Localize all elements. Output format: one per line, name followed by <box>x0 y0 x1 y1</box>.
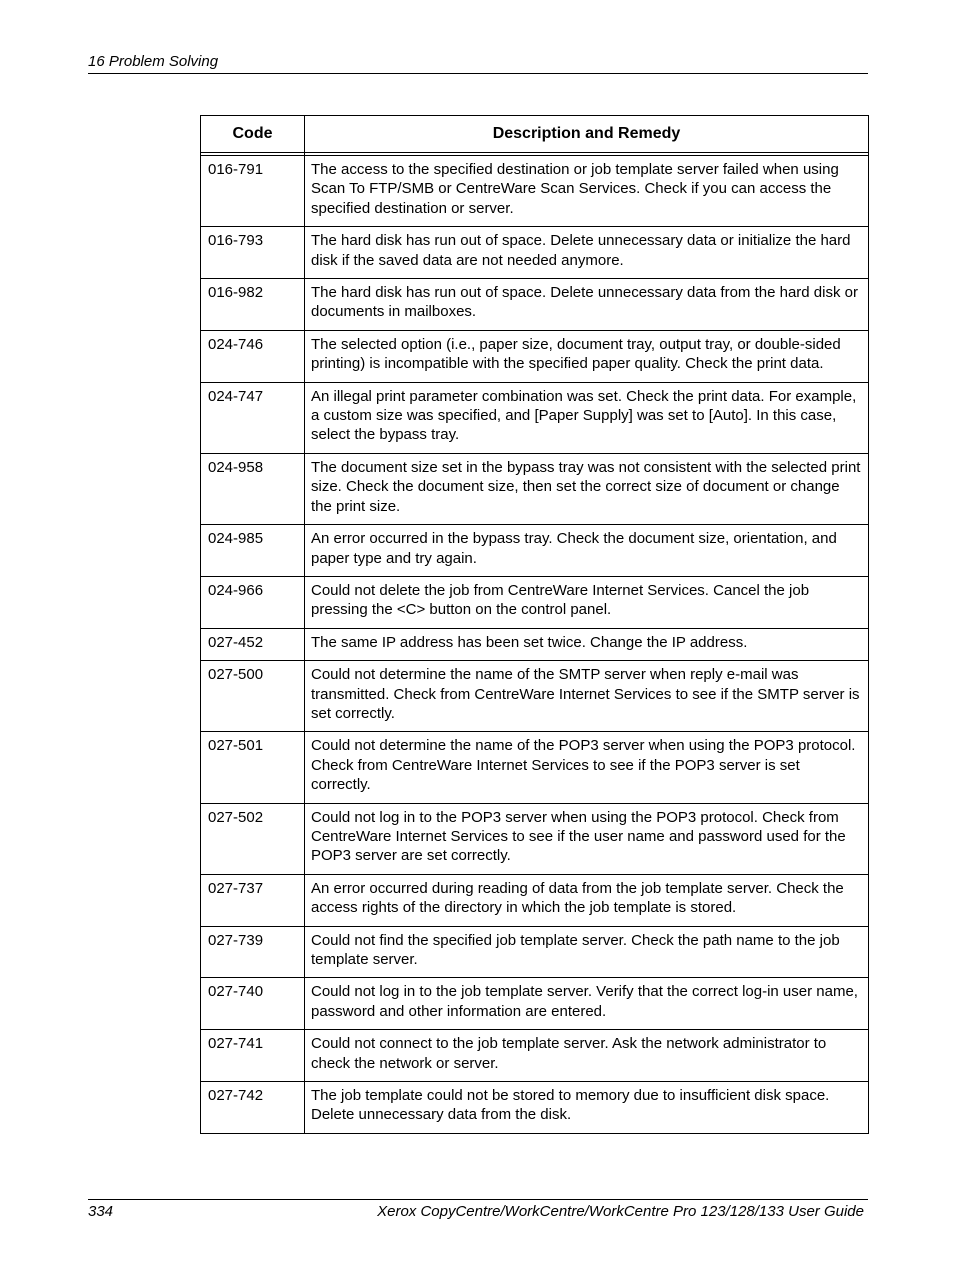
error-code-table <box>200 115 869 1134</box>
error-code: 027-742 <box>201 1082 305 1134</box>
page-footer <box>88 1199 868 1220</box>
table-row <box>201 227 869 279</box>
error-code: 016-982 <box>201 279 305 331</box>
table-row <box>201 330 869 382</box>
error-description: An error occurred during reading of data from the job template server. Check the access rights of the directory in which the job template is stored. <box>305 874 869 926</box>
error-description: An error occurred in the bypass tray. Check the document size, orientation, and paper type and try again. <box>305 525 869 577</box>
error-code: 024-746 <box>201 330 305 382</box>
table-row <box>201 1030 869 1082</box>
error-code: 027-739 <box>201 926 305 978</box>
error-description: The job template could not be stored to memory due to insufficient disk space. Delete unnecessary data from the disk. <box>305 1082 869 1134</box>
error-code: 027-740 <box>201 978 305 1030</box>
page-header <box>88 53 868 74</box>
table-row <box>201 382 869 453</box>
error-description: Could not determine the name of the POP3 server when using the POP3 protocol. Check from CentreWare Internet Services to see if the POP3 server is set correctly. <box>305 732 869 803</box>
table-row <box>201 628 869 660</box>
table-row <box>201 453 869 524</box>
page-number: 334 <box>88 1203 114 1220</box>
table-row <box>201 978 869 1030</box>
table-row <box>201 156 869 227</box>
error-code: 024-985 <box>201 525 305 577</box>
error-description: The hard disk has run out of space. Delete unnecessary data or initialize the hard disk if the saved data are not needed anymore. <box>305 227 869 279</box>
error-code: 024-747 <box>201 382 305 453</box>
error-description: Could not determine the name of the SMTP server when reply e-mail was transmitted. Check from CentreWare Internet Services to see if the SMTP server is set correctly. <box>305 661 869 732</box>
error-description: Could not log in to the job template server. Verify that the correct log-in user name, password and other information are entered. <box>305 978 869 1030</box>
error-description: An illegal print parameter combination was set. Check the print data. For example, a custom size was specified, and [Paper Supply] was set to [Auto]. In this case, select the bypass tray. <box>305 382 869 453</box>
table-row <box>201 525 869 577</box>
error-code: 027-741 <box>201 1030 305 1082</box>
error-code: 027-501 <box>201 732 305 803</box>
error-code: 027-500 <box>201 661 305 732</box>
table-row <box>201 803 869 874</box>
error-code: 027-737 <box>201 874 305 926</box>
table-row <box>201 576 869 628</box>
error-code: 024-958 <box>201 453 305 524</box>
table-header-row <box>201 116 869 153</box>
error-description: Could not find the specified job template server. Check the path name to the job template server. <box>305 926 869 978</box>
error-code: 027-452 <box>201 628 305 660</box>
error-description: The access to the specified destination or job template server failed when using Scan To FTP/SMB or CentreWare Scan Services. Check if you can access the specified destination or server. <box>305 156 869 227</box>
error-description: Could not connect to the job template server. Ask the network administrator to check the network or server. <box>305 1030 869 1082</box>
error-description: The document size set in the bypass tray was not consistent with the selected print size. Check the document size, then set the correct size of document or change the print size. <box>305 453 869 524</box>
table-row <box>201 1082 869 1134</box>
table-row <box>201 732 869 803</box>
error-description: Could not log in to the POP3 server when using the POP3 protocol. Check from CentreWare Internet Services to see if the user name and password used for the POP3 server are set correctly. <box>305 803 869 874</box>
error-code: 024-966 <box>201 576 305 628</box>
table-row <box>201 874 869 926</box>
error-code: 016-793 <box>201 227 305 279</box>
table-row <box>201 661 869 732</box>
guide-title: Xerox CopyCentre/WorkCentre/WorkCentre Pro 123/128/133 User Guide <box>377 1203 864 1220</box>
error-code: 027-502 <box>201 803 305 874</box>
table-row <box>201 926 869 978</box>
error-code: 016-791 <box>201 156 305 227</box>
column-header-description: Description and Remedy <box>305 116 869 153</box>
table-row <box>201 279 869 331</box>
column-header-code: Code <box>201 116 305 153</box>
header-title: 16 Problem Solving <box>88 53 219 70</box>
error-description: Could not delete the job from CentreWare Internet Services. Cancel the job pressing the <C> button on the control panel. <box>305 576 869 628</box>
error-description: The selected option (i.e., paper size, document tray, output tray, or double-sided printing) is incompatible with the specified paper quality. Check the print data. <box>305 330 869 382</box>
error-description: The hard disk has run out of space. Delete unnecessary data from the hard disk or documents in mailboxes. <box>305 279 869 331</box>
error-description: The same IP address has been set twice. Change the IP address. <box>305 628 869 660</box>
